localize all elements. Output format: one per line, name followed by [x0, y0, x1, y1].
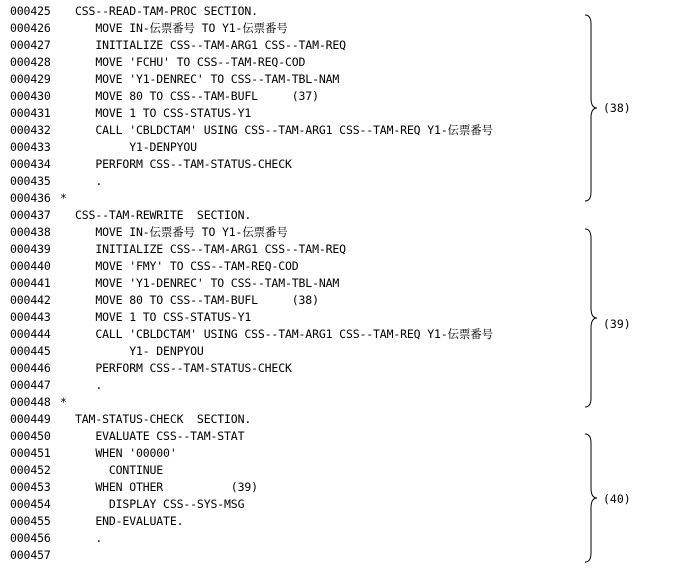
code-line — [10, 173, 580, 190]
code-line — [10, 547, 580, 564]
code-line — [10, 326, 580, 343]
code-line — [10, 445, 580, 462]
line-number: 000442 — [10, 293, 51, 307]
code-line — [10, 241, 580, 258]
line-text: MOVE 'FMY' TO CSS--TAM-REQ-COD — [75, 259, 299, 273]
line-number: 000443 — [10, 310, 51, 324]
line-number: 000450 — [10, 429, 51, 443]
code-line — [10, 190, 580, 207]
line-text: . — [75, 531, 103, 545]
line-number: 000449 — [10, 412, 51, 426]
brace-icon — [585, 228, 599, 408]
line-number: 000433 — [10, 140, 51, 154]
line-text: MOVE IN-伝票番号 TO Y1-伝票番号 — [75, 225, 288, 239]
line-text: MOVE 'Y1-DENREC' TO CSS--TAM-TBL-NAM — [75, 72, 340, 86]
line-text: EVALUATE CSS--TAM-STAT — [75, 429, 245, 443]
code-line — [10, 224, 580, 241]
line-text: TAM-STATUS-CHECK SECTION. — [75, 412, 252, 426]
line-number: 000429 — [10, 72, 51, 86]
line-text: . — [75, 378, 103, 392]
line-text: PERFORM CSS--TAM-STATUS-CHECK — [75, 361, 292, 375]
line-number: 000435 — [10, 174, 51, 188]
line-text: MOVE IN-伝票番号 TO Y1-伝票番号 — [75, 21, 288, 35]
line-number: 000426 — [10, 21, 51, 35]
line-number: 000444 — [10, 327, 51, 341]
line-text: MOVE 1 TO CSS-STATUS-Y1 — [75, 310, 252, 324]
line-number: 000432 — [10, 123, 51, 137]
line-number: 000446 — [10, 361, 51, 375]
right-brace — [585, 14, 599, 202]
line-number: 000436 — [10, 191, 51, 205]
line-text: MOVE 80 TO CSS--TAM-BUFL (37) — [75, 89, 319, 103]
code-line — [10, 71, 580, 88]
line-number: 000445 — [10, 344, 51, 358]
right-brace — [585, 433, 599, 563]
line-text: Y1- DENPYOU — [75, 344, 204, 358]
code-line — [10, 479, 580, 496]
code-line — [10, 54, 580, 71]
code-line — [10, 258, 580, 275]
line-text: CALL 'CBLDCTAM' USING CSS--TAM-ARG1 CSS--TAM-REQ Y1-伝票番号 — [75, 123, 493, 137]
line-number: 000452 — [10, 463, 51, 477]
code-line — [10, 156, 580, 173]
comment-marker: * — [60, 395, 67, 409]
line-text: CALL 'CBLDCTAM' USING CSS--TAM-ARG1 CSS--TAM-REQ Y1-伝票番号 — [75, 327, 493, 341]
code-line — [10, 105, 580, 122]
code-line — [10, 394, 580, 411]
code-line — [10, 309, 580, 326]
code-line — [10, 513, 580, 530]
line-text: DISPLAY CSS--SYS-MSG — [75, 497, 245, 511]
line-number: 000440 — [10, 259, 51, 273]
line-text: CONTINUE — [75, 463, 164, 477]
code-line — [10, 462, 580, 479]
code-line — [10, 343, 580, 360]
right-brace — [585, 228, 599, 408]
brace-icon — [585, 433, 599, 563]
code-line — [10, 37, 580, 54]
code-line — [10, 292, 580, 309]
line-number: 000431 — [10, 106, 51, 120]
line-number: 000448 — [10, 395, 51, 409]
line-number: 000428 — [10, 55, 51, 69]
code-line — [10, 530, 580, 547]
line-number: 000453 — [10, 480, 51, 494]
line-number: 000455 — [10, 514, 51, 528]
line-number: 000427 — [10, 38, 51, 52]
line-number: 000439 — [10, 242, 51, 256]
line-text: WHEN OTHER (39) — [75, 480, 258, 494]
line-text: Y1-DENPYOU — [75, 140, 197, 154]
code-line — [10, 360, 580, 377]
line-text: INITIALIZE CSS--TAM-ARG1 CSS--TAM-REQ — [75, 242, 346, 256]
line-number: 000447 — [10, 378, 51, 392]
line-text: INITIALIZE CSS--TAM-ARG1 CSS--TAM-REQ — [75, 38, 346, 52]
code-line — [10, 122, 580, 139]
line-number: 000425 — [10, 4, 51, 18]
brace-label: (40) — [603, 492, 631, 506]
code-line — [10, 3, 580, 20]
brace-label: (38) — [603, 101, 631, 115]
code-line — [10, 428, 580, 445]
comment-marker: * — [60, 191, 67, 205]
code-line — [10, 88, 580, 105]
line-number: 000451 — [10, 446, 51, 460]
code-line — [10, 377, 580, 394]
line-number: 000430 — [10, 89, 51, 103]
line-number: 000437 — [10, 208, 51, 222]
code-line — [10, 496, 580, 513]
code-line — [10, 20, 580, 37]
line-number: 000457 — [10, 548, 51, 562]
code-line — [10, 411, 580, 428]
line-number: 000434 — [10, 157, 51, 171]
line-text: . — [75, 174, 103, 188]
line-text: MOVE 1 TO CSS-STATUS-Y1 — [75, 106, 252, 120]
line-number: 000456 — [10, 531, 51, 545]
line-text: CSS--TAM-REWRITE SECTION. — [75, 208, 252, 222]
code-line — [10, 139, 580, 156]
code-line — [10, 207, 580, 224]
line-text: CSS--READ-TAM-PROC SECTION. — [75, 4, 258, 18]
code-listing — [10, 3, 580, 564]
brace-label: (39) — [603, 317, 631, 331]
line-text: MOVE 'FCHU' TO CSS--TAM-REQ-COD — [75, 55, 306, 69]
line-text: PERFORM CSS--TAM-STATUS-CHECK — [75, 157, 292, 171]
code-line — [10, 275, 580, 292]
line-number: 000454 — [10, 497, 51, 511]
line-text: WHEN '00000' — [75, 446, 177, 460]
line-text: END-EVALUATE. — [75, 514, 184, 528]
brace-icon — [585, 14, 599, 202]
line-text: MOVE 80 TO CSS--TAM-BUFL (38) — [75, 293, 319, 307]
line-number: 000441 — [10, 276, 51, 290]
line-number: 000438 — [10, 225, 51, 239]
line-text: MOVE 'Y1-DENREC' TO CSS--TAM-TBL-NAM — [75, 276, 340, 290]
